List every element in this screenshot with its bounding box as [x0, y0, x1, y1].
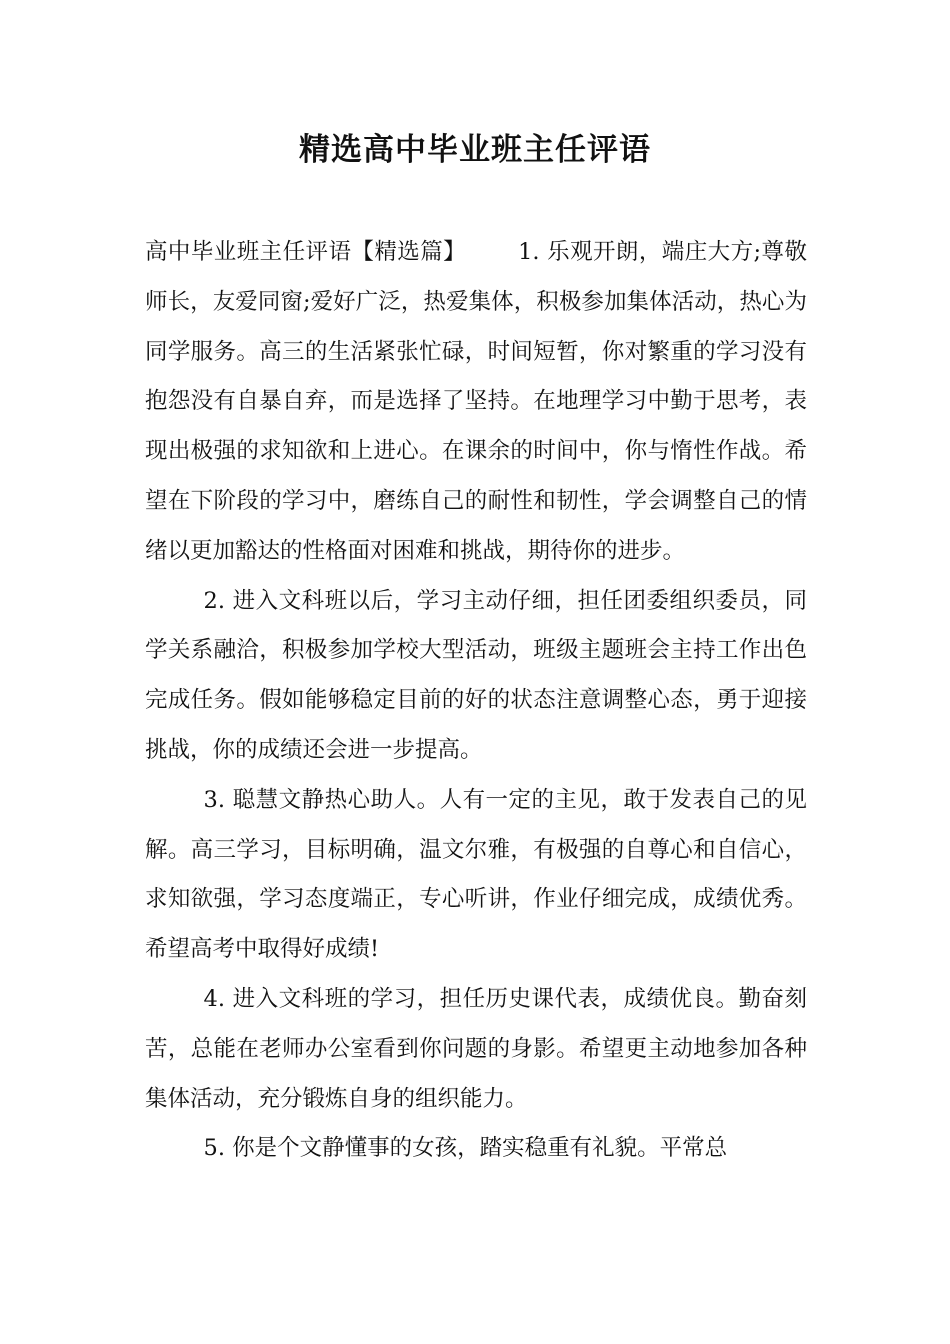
paragraph-5: 5. 你是个文静懂事的女孩，踏实稳重有礼貌。平常总 [203, 1135, 728, 1162]
intro-heading: 高中毕业班主任评语【精选篇】 [145, 239, 467, 265]
paragraph-1 [145, 228, 807, 577]
document-title: 精选高中毕业班主任评语 [299, 132, 651, 168]
paragraph-4: 4. 进入文科班的学习，担任历史课代表，成绩优良。勤奋刻苦，总能在老师办公室看到你问题的身影。希望更主动地参加各种集体活动，充分锻炼自身的组织能力。 [145, 985, 807, 1112]
paragraph-1-text: 1. 乐观开朗，端庄大方;尊敬师长，友爱同窗;爱好广泛，热爱集体，积极参加集体活动，热心为同学服务。高三的生活紧张忙碌，时间短暂，你对繁重的学习没有抱怨没有自暴自弃，而是选择了坚持。在地理学习中勤于思考，表现出极强的求知欲和上进心。在课余的时间中，你与惰性作战。希望在下阶段的学习中，磨练自己的耐性和韧性，学会调整自己的情绪以更加豁达的性格面对困难和挑战，期待你的进步。 [145, 239, 807, 564]
paragraph-2: 2. 进入文科班以后，学习主动仔细，担任团委组织委员，同学关系融洽，积极参加学校大型活动，班级主题班会主持工作出色完成任务。假如能够稳定目前的好的状态注意调整心态，勇于迎接挑战，你的成绩还会进一步提高。 [145, 587, 807, 763]
document-body [145, 228, 807, 1174]
paragraph-3: 3. 聪慧文静热心助人。人有一定的主见，敢于发表自己的见解。高三学习，目标明确，温文尔雅，有极强的自尊心和自信心，求知欲强，学习态度端正，专心听讲，作业仔细完成，成绩优秀。 希望高考中取得好成绩! [145, 786, 807, 963]
